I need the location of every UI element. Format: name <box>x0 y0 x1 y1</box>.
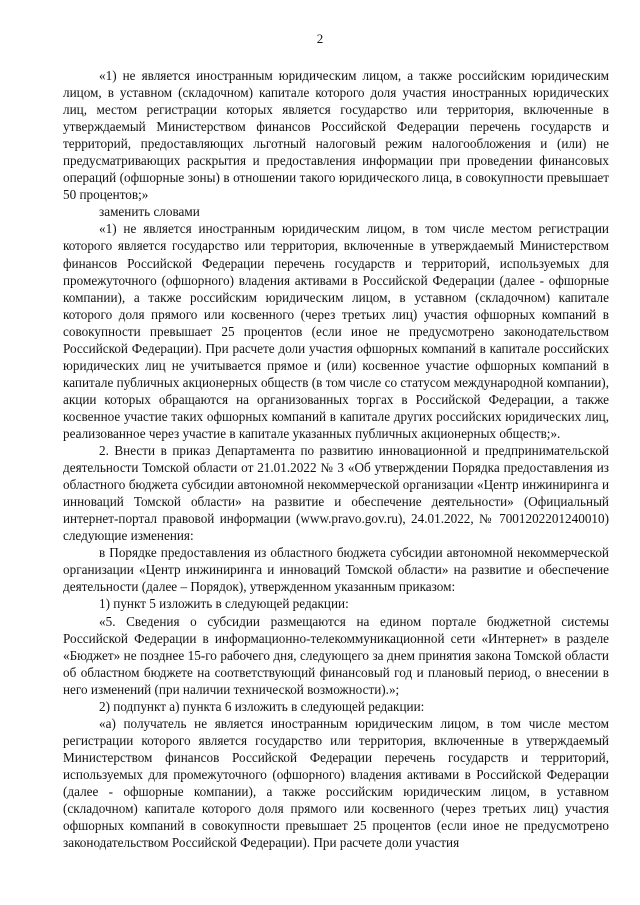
quoted-clause-6a: «а) получатель не является иностранным юридическим лицом, в том числе местом регистрации которого является государство или территория, включенные в утверждаемый Министерством финансов Российской Федерации перечень государств и территорий, используемых для промежуточного (офшорного) владения активами в Российской Федерации (далее - офшорные компании), а также российским юридическим лицом, в уставном (складочном) капитале которого доля прямого или косвенного (через третьих лиц) участия офшорных компаний в совокупности превышает 25 процентов (если иное не предусмотрено законодательством Российской Федерации). При расчете доли участия <box>63 715 609 851</box>
page-number: 2 <box>316 31 324 46</box>
quoted-old-subclause-1: «1) не является иностранным юридическим лицом, а также российским юридическим лицом, в уставном (складочном) капитале которого доля участия иностранных юридических лиц, местом регистрации которых является государство или территория, включенные в утверждаемый Министерством финансов Российской Федерации перечень государств и территорий, предоставляющих льготный налоговый режим налогообложения и (или) не предусматривающих раскрытия и предоставления информации при проведении финансовых операций (офшорные зоны) в отношении такого юридического лица, в совокупности превышает 50 процентов;» <box>63 68 609 203</box>
quoted-clause-5: «5. Сведения о субсидии размещаются на едином портале бюджетной системы Российской Федерации в информационно-телекоммуникационной сети «Интернет» в разделе «Бюджет» не позднее 15-го рабочего дня, следующего за днем принятия закона Томской области об областном бюджете на соответствующий финансовый год и плановый период, о внесении в него изменений (при наличии технической возможности).»; <box>63 613 609 697</box>
quoted-new-subclause-1: «1) не является иностранным юридическим лицом, в том числе местом регистрации которого является государство или территория, включенные в утверждаемый Министерством финансов Российской Федерации перечень государств и территорий, используемых для промежуточного (офшорного) владения активами в Российской Федерации (далее - офшорные компании), а также российским юридическим лицом, в уставном (складочном) капитале которого доля прямого или косвенного (через третьих лиц) участия офшорных компаний в совокупности превышает 25 процентов (если иное не предусмотрено законодательством Российской Федерации). При расчете доли участия офшорных компаний в капитале российских юридических лиц не учитывается прямое и (или) косвенное участие офшорных компаний в капитале публичных акционерных обществ (в том числе со статусом международной компании), акции которых обращаются на организованных торгах в Российской Федерации, а также косвенное участие таких офшорных компаний в капитале других российских юридических лиц, реализованное через участие в капитале указанных публичных акционерных обществ;». <box>63 221 609 441</box>
item-2-amend-order: 2. Внести в приказ Департамента по развитию инновационной и предпринимательской деятельности Томской области от 21.01.2022 № 3 «Об утверждении Порядка предоставления из областного бюджета субсидии автономной некоммерческой организации «Центр инжиниринга и инноваций Томской области» на развитие и обеспечение деятельности» (Официальный интернет-портал правовой информации (www.pravo.gov.ru), 24.01.2022, № 7001202201240010) следующие изменения: <box>63 443 609 544</box>
subitem-2-clause-6a: 2) подпункт а) пункта 6 изложить в следующей редакции: <box>99 698 425 714</box>
subitem-1-clause-5: 1) пункт 5 изложить в следующей редакции: <box>99 596 349 612</box>
procedure-intro: в Порядке предоставления из областного бюджета субсидии автономной некоммерческой организации «Центр инжиниринга и инноваций Томской области» на развитие и обеспечение деятельности (далее – Порядок), утвержденном указанным приказом: <box>63 545 609 595</box>
replace-with-words: заменить словами <box>99 204 200 220</box>
document-body <box>63 67 609 851</box>
